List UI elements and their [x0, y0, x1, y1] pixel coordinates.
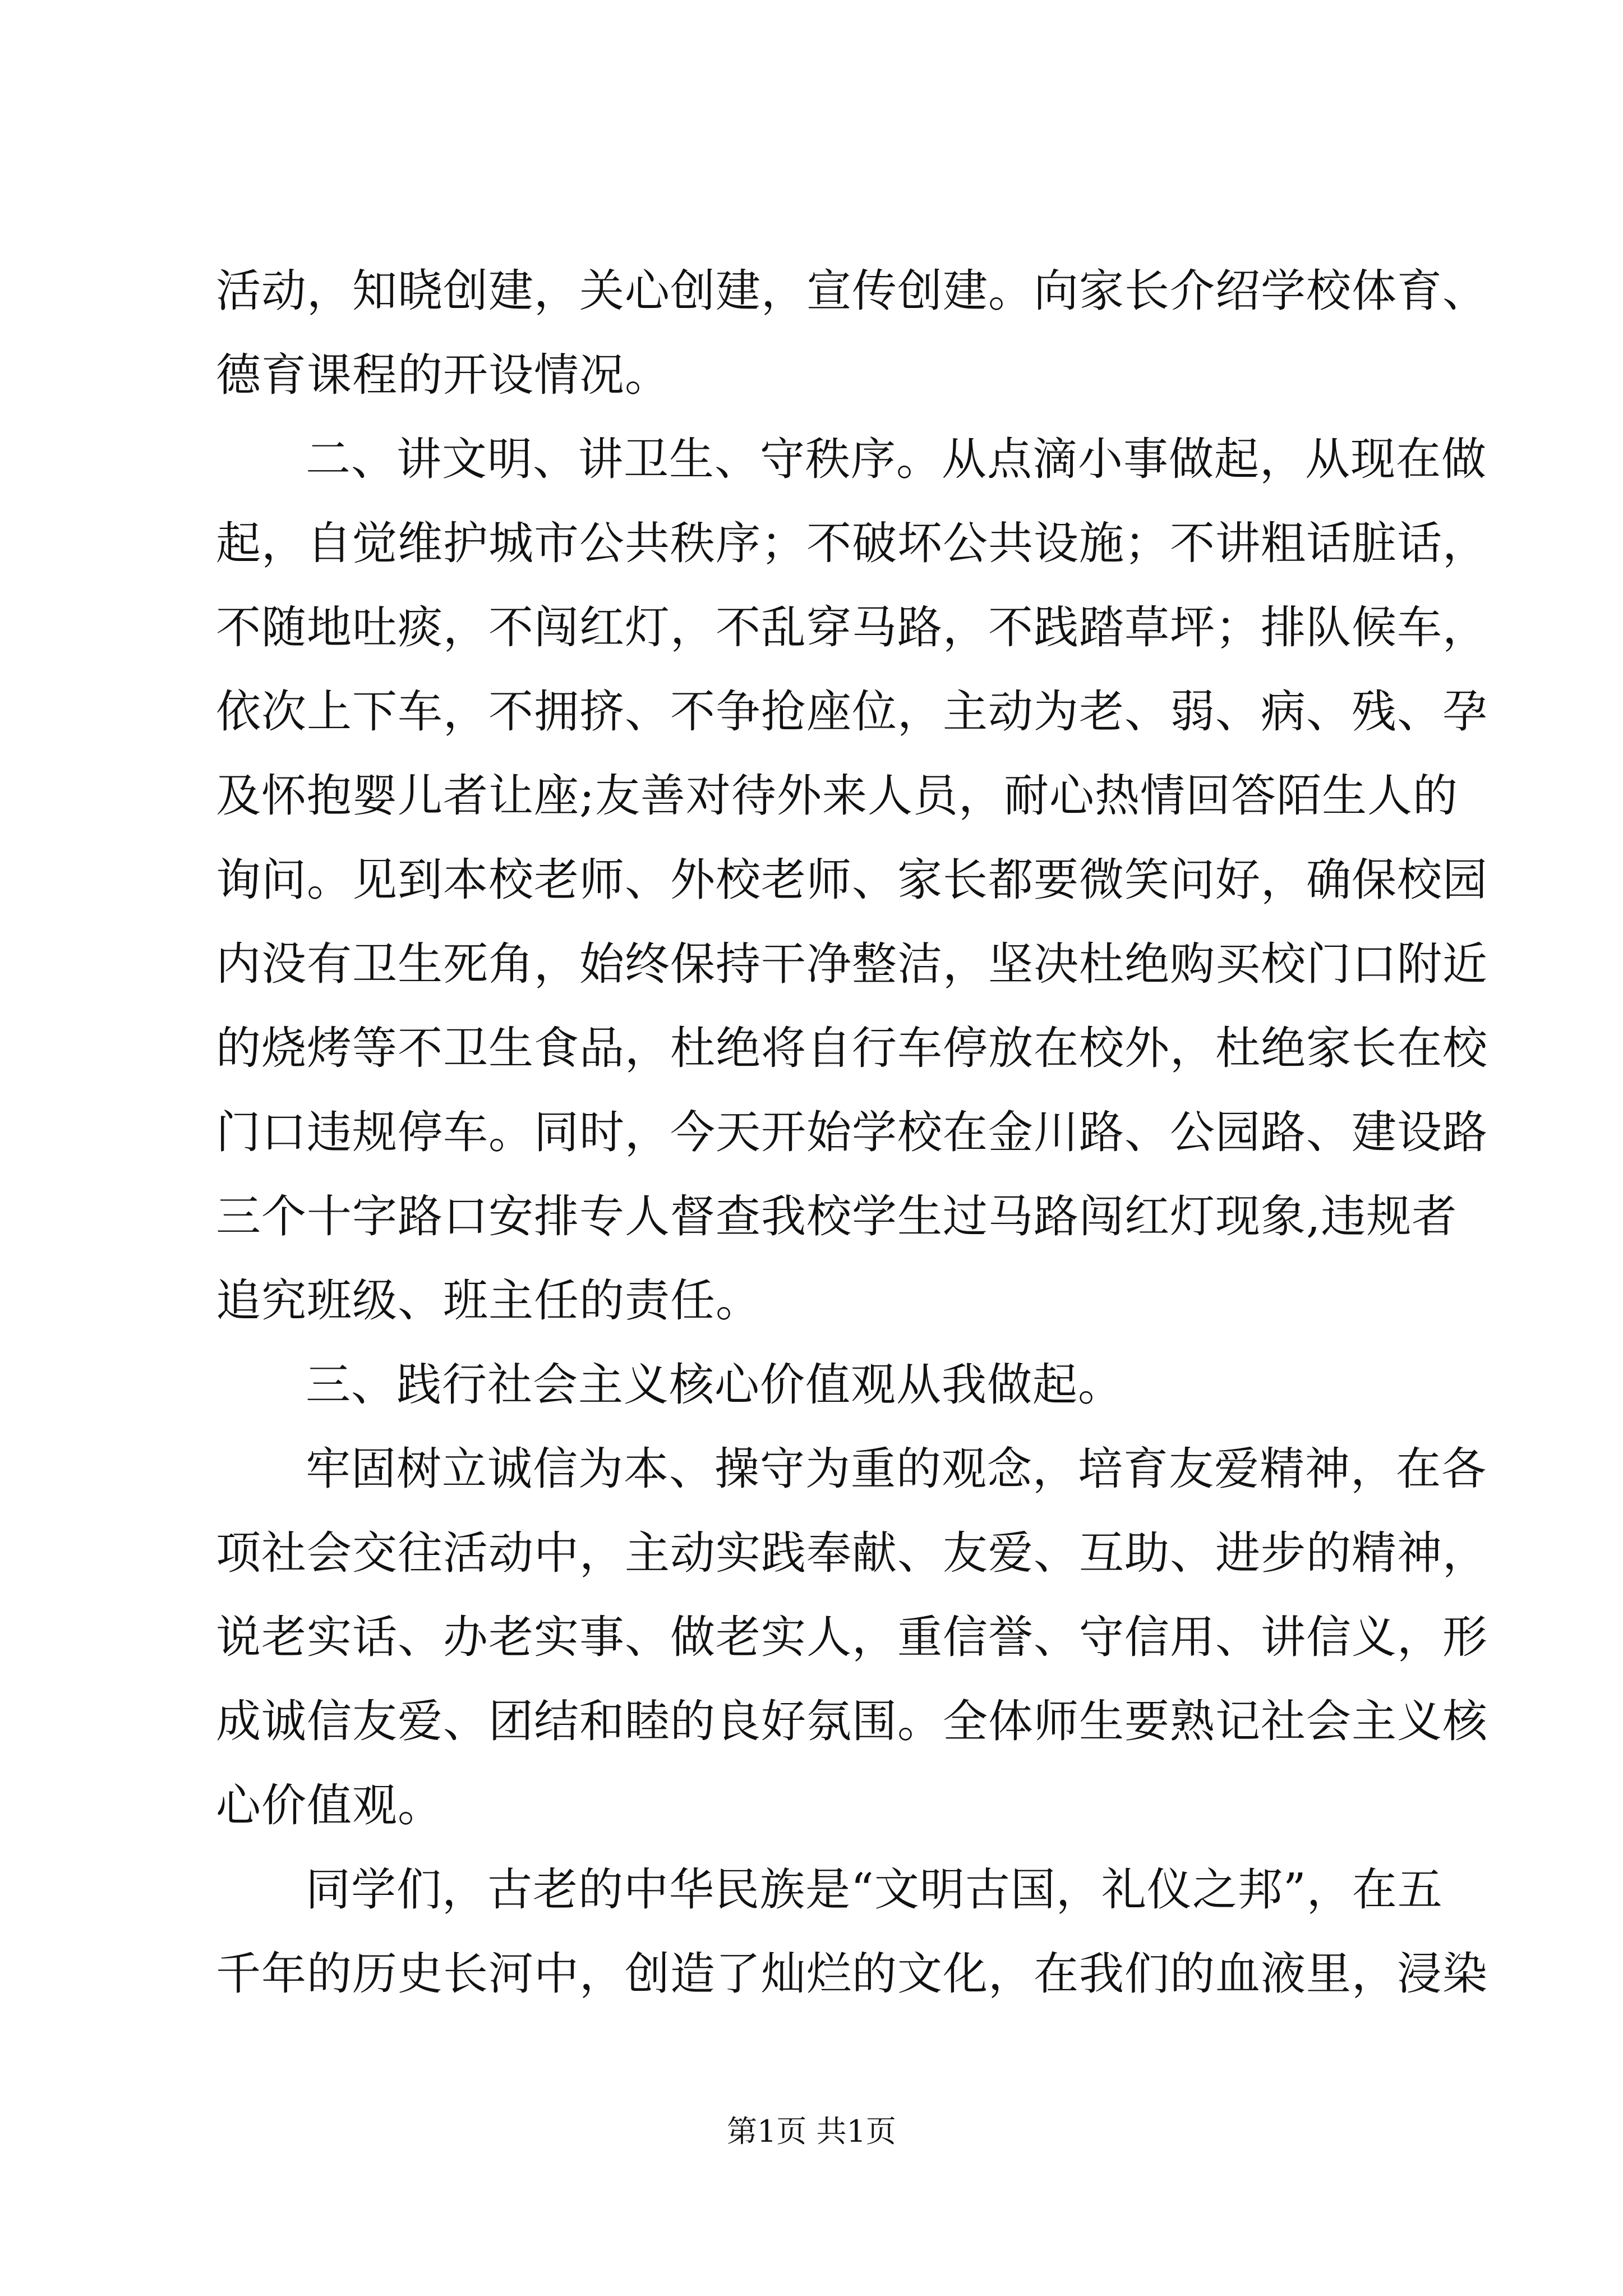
text-line: 追究班级、班主任的责任。 — [216, 1274, 761, 1327]
text-line: 的烧烤等不卫生食品，杜绝将自行车停放在校外，杜绝家长在校 — [216, 1022, 1488, 1074]
text-line: 说老实话、办老实事、做老实人，重信誉、守信用、讲信义，形 — [216, 1611, 1488, 1663]
text-line: 德育课程的开设情况。 — [216, 349, 670, 401]
page-indicator: 第1页 共1页 — [727, 2114, 896, 2149]
text-line: 同学们，古老的中华民族是“文明古国，礼仪之邦”，在五 — [306, 1864, 1443, 1916]
text-line: 项社会交往活动中，主动实践奉献、友爱、互助、进步的精神， — [216, 1527, 1488, 1579]
page-footer — [0, 2109, 1623, 2154]
text-line: 活动，知晓创建，关心创建，宣传创建。向家长介绍学校体育、 — [216, 265, 1488, 317]
text-line: 依次上下车，不拥挤、不争抢座位，主动为老、弱、病、残、孕 — [216, 685, 1488, 738]
text-line: 心价值观。 — [216, 1779, 443, 1832]
section-heading: 三、践行社会主义核心价值观从我做起。 — [306, 1359, 1123, 1411]
text-line: 不随地吐痰，不闯红灯，不乱穿马路，不践踏草坪；排队候车， — [216, 601, 1488, 654]
document-body — [216, 249, 1488, 2016]
section-heading: 二、讲文明、讲卫生、守秩序。从点滴小事做起，从现在做 — [306, 433, 1487, 485]
text-line: 三个十字路口安排专人督查我校学生过马路闯红灯现象,违规者 — [216, 1190, 1458, 1243]
text-line: 询问。见到本校老师、外校老师、家长都要微笑问好，确保校园 — [216, 854, 1488, 906]
text-line: 及怀抱婴儿者让座;友善对待外来人员，耐心热情回答陌生人的 — [216, 770, 1458, 822]
text-line: 门口违规停车。同时，今天开始学校在金川路、公园路、建设路 — [216, 1106, 1488, 1158]
text-line: 千年的历史长河中，创造了灿烂的文化，在我们的血液里，浸染 — [216, 1948, 1488, 2000]
text-line: 牢固树立诚信为本、操守为重的观念，培育友爱精神，在各 — [306, 1443, 1487, 1495]
text-line: 起，自觉维护城市公共秩序；不破坏公共设施；不讲粗话脏话， — [216, 517, 1488, 569]
text-line: 成诚信友爱、团结和睦的良好氛围。全体师生要熟记社会主义核 — [216, 1695, 1488, 1747]
text-line: 内没有卫生死角，始终保持干净整洁，坚决杜绝购买校门口附近 — [216, 938, 1488, 990]
